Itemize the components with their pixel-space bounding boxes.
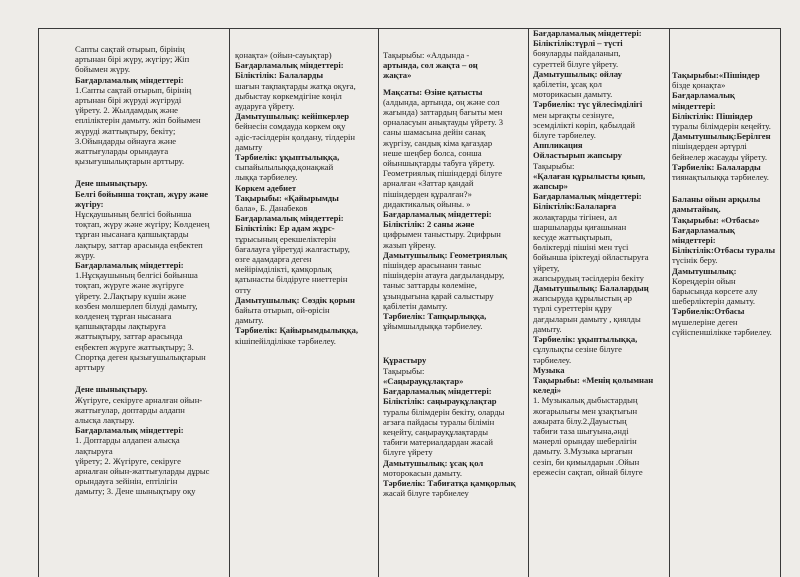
text-line: туралы білімдерін кеңейту. <box>672 121 771 132</box>
text-line: 1.Нұсқаушының белгісі бойынша <box>75 270 198 281</box>
text-line: ережесін сақтап, ойнай білуге <box>533 466 643 477</box>
text-line: жапсырудың тәсілдерін бекіту <box>533 272 644 283</box>
text-line: бағалауға үйретуді жалғастыру, <box>235 243 350 254</box>
text-line: мүшелеріне деген <box>672 316 738 327</box>
text-line: Дамытушылық: Балалардың <box>533 283 649 294</box>
text-line: қонақта» (ойын-сауықтар) <box>235 50 332 60</box>
text-line: Біліктілік: 2 саны және <box>383 219 475 230</box>
text-line: ұзындығына қарай салыстыру <box>383 290 494 301</box>
text-line: «Саңырауқұлақтар» <box>383 375 464 386</box>
text-line: ұйымшылдыққа тәрбиелеу. <box>383 321 483 332</box>
text-line: мәнерлі орындау шеберлігін <box>533 436 637 447</box>
text-line: жүру. <box>75 249 96 260</box>
text-line: Біліктілік: Ер адам жұрс- <box>235 223 335 234</box>
text-line: таныс заттарды көлеміне, <box>383 280 477 291</box>
text-line: қатынасты білдіруге ниеттерін <box>235 274 348 285</box>
text-line: пішіндерден құралған?» <box>383 188 472 199</box>
text-line: тұрған нысанаға қапшықтарды <box>75 229 189 240</box>
text-line: арналған ойын-жаттығуларды дұрыс <box>75 465 210 476</box>
text-line: бала», Б. Данабеков <box>235 203 308 214</box>
text-line: неше шеңбер болса, сонша <box>383 147 482 158</box>
plan-column-2 <box>235 50 375 346</box>
text-line: ойыншықтарды табуға үйрету. <box>383 158 495 169</box>
text-line: табиғи материалдардан жасай <box>383 437 493 448</box>
text-line: дамыту. 3.Музыка ырғағын <box>533 446 633 457</box>
text-line: бейнесін сомдауда көркем оқу <box>235 121 346 132</box>
text-line: Жүгіруге, секіруге арналған ойын- <box>75 394 203 405</box>
column-divider <box>669 28 670 577</box>
text-line: қабілетін, ұсақ қол <box>533 79 602 90</box>
text-line: епліліктерін дамыту. жіп бойымен <box>75 115 201 126</box>
text-line: үйрету. 2.Лақтыру күшін және <box>75 290 187 301</box>
text-line: лақтыру, заттар арасында еңбектеп <box>75 239 203 250</box>
text-line: Дамытушылық: кейіпкерлер <box>235 111 350 122</box>
text-line: дамыту. <box>533 323 562 334</box>
text-line: дамытайық. <box>672 204 721 215</box>
text-line: бояуларды пайдаланып, <box>533 48 621 59</box>
text-line: арналған «Заттар қандай <box>383 178 474 189</box>
text-line: сүйіспеншілікке тәрбиелеу. <box>672 326 772 337</box>
text-line: Біліктілік:Балаларға <box>533 201 617 212</box>
text-line: Сапты сақтай отырып, бірінің <box>75 44 185 54</box>
text-line: шеберліктерін дамыту. <box>672 296 756 307</box>
text-line: отту <box>235 284 251 295</box>
text-line: үйрету; 2. Жүгіруге, секіруге <box>75 455 181 466</box>
text-line: міндеттері: <box>672 235 716 246</box>
text-line: эсемділікті көріп, қабылдай <box>533 119 635 130</box>
text-line: Бағдарламалық міндеттері: <box>383 386 492 397</box>
text-line: дидактикалық ойыны. » <box>383 198 471 209</box>
text-line: табиғи таза шығуына,әнді <box>533 425 629 436</box>
text-line: Біліктілік:Отбасы туралы <box>672 245 776 256</box>
text-line: Аппликация <box>533 140 583 151</box>
text-line: жасай білуге тәрбиелеу <box>383 488 469 499</box>
text-line: Тәрбиелік:Отбасы <box>672 306 745 317</box>
text-line: Тәрбиелік: Балаларды <box>672 161 761 172</box>
text-line: жазып үйрену. <box>383 239 436 250</box>
text-line: «Қалаған құрылысты қиып, <box>533 170 646 181</box>
text-line: Көркем әдебиет <box>235 182 297 193</box>
text-line: тиянақтылыққа тәрбиелеу. <box>672 172 769 183</box>
text-line: жапсыр» <box>533 181 568 192</box>
text-line: тәрбиелеу. <box>533 354 572 365</box>
text-line: Біліктілік: саңырауқұлақтар <box>383 396 497 407</box>
plan-column-4 <box>533 28 668 477</box>
text-line: Тақырыбы: «Отбасы» <box>672 214 760 225</box>
text-line: Бағдарламалық міндеттері: <box>235 60 344 71</box>
text-line: Бағдарламалық <box>672 90 735 101</box>
text-line: арттыру <box>75 362 105 373</box>
text-line: міндеттері: <box>672 100 716 111</box>
text-line: жақта» <box>383 70 412 81</box>
text-line: Тәрбиелік: ұқыптылыққа, <box>533 334 638 345</box>
text-line: моторикасын дамыту. <box>533 89 613 100</box>
plan-column-1 <box>75 44 223 497</box>
text-line: Дамытушылық: ойлау <box>533 68 622 79</box>
text-line: Тәрбиелік: ұқыптылыққа, <box>235 152 340 163</box>
text-line: тұрысының ерекшеліктерін <box>235 233 336 244</box>
text-line: пішіндерін атауға дағдыландыру, <box>383 270 505 281</box>
text-line: пішіндерден әртүрлі <box>672 141 747 152</box>
column-divider <box>38 28 39 577</box>
text-line: бізде қонақта» <box>672 80 726 91</box>
text-line: шаршыларды қиғашынан <box>533 221 627 232</box>
text-line: Ойластырып жапсыру <box>533 150 622 161</box>
text-line: бойымен жүру. <box>75 64 131 75</box>
text-line: Бағдарламалық міндеттері: <box>75 425 184 436</box>
text-line: алысқа лақтыру. <box>75 414 135 425</box>
text-line: Біліктілік: Пішіндер <box>672 110 753 121</box>
text-line: қызығушылықтарын арттыру. <box>75 156 185 167</box>
text-line: мен ырғақты сезінуге, <box>533 109 615 120</box>
text-line: жаттығулар, доптарды алдапн <box>75 404 185 415</box>
text-line: Бағдарламалық міндеттері: <box>75 74 184 85</box>
text-line: тоқтап, жүруге және жүгіруге <box>75 280 184 291</box>
text-line: артынан бірі жүруді жүгіруді <box>75 95 182 106</box>
text-line: 1. Музыкалық дыбыстардың <box>533 395 638 406</box>
text-line: еңбектеп жүруге жаттықтыру; 3. <box>75 341 194 352</box>
text-line: жүргізу, сандық кіма қағаздар <box>383 137 493 148</box>
text-line: Тақырыбы: «Қайырымды <box>235 192 339 203</box>
column-divider <box>378 28 379 577</box>
plan-column-3 <box>383 50 525 498</box>
text-line: жапсыруда құрылыстың әр <box>533 293 632 304</box>
text-line: кішіпейілділікке тәрбиелеу. <box>235 335 336 346</box>
spacer <box>383 331 525 343</box>
text-line: туралы білімдерін бекіту, оларды <box>383 406 505 417</box>
text-line: 1. Доптарды алдапен алысқа <box>75 435 180 446</box>
text-line: дағдыларын дамыту , қиялды <box>533 313 641 324</box>
text-line: сыпайылылыққа,қонақжай <box>235 162 334 173</box>
spacer <box>672 182 782 194</box>
text-line: пішіндер арасынанн таныс <box>383 260 482 271</box>
text-line: Біліктілік: Балаларды <box>235 70 324 81</box>
text-line: жүруді жаттықтыру, бекіту; <box>75 125 176 136</box>
text-line: дамыту. <box>235 315 264 326</box>
text-line: байыта отырып, ой-өрісін <box>235 305 330 316</box>
text-line: үйрету. 2. Жылдамдық және <box>75 105 178 116</box>
text-line: Көреңдерін ойын <box>672 275 736 286</box>
text-line: сезіп, би қимылдарын .Ойын <box>533 456 640 467</box>
text-line: лыққа тәрбиелеу. <box>235 172 298 183</box>
text-line: суреттей білуге үйрету. <box>533 58 619 69</box>
text-line: артынан бірі жүру, жүгіру; Жіп <box>75 54 190 65</box>
text-line: бөліктерді пішіні мен түсі <box>533 242 629 253</box>
text-line: қабілетін дамыту. <box>383 300 448 311</box>
text-line: Бағдарламалық міндеттері: <box>533 28 642 38</box>
text-line: орналасуын анықтауды үйрету. 3 <box>383 117 504 128</box>
text-line: барысында көрсете алу <box>672 286 758 297</box>
text-line: жағында) заттардың бағыты мен <box>383 107 503 118</box>
text-line: келеді» <box>533 385 562 396</box>
text-line: Геометриялық пішіндерді білуге <box>383 168 503 179</box>
text-line: жолақтарды тігінен, ал <box>533 211 617 222</box>
text-line: Тақырыбы: «Менің қолымнан <box>533 374 654 385</box>
text-line: көлденең тұрған нысанаға <box>75 311 172 322</box>
text-line: моторокасын дамыту. <box>383 467 462 478</box>
text-line: көзбен мөлшерлеп білуді дамыту, <box>75 300 198 311</box>
text-line: Тақырыбы: <box>383 365 425 376</box>
text-line: білуге үйрету <box>383 447 433 458</box>
text-line: цифрымен таныстыру. 2цифрын <box>383 229 501 240</box>
text-line: Бағдарламалық міндеттері: <box>75 260 184 271</box>
column-divider <box>229 28 230 577</box>
text-line: жаттықтыру, заттар арасында <box>75 331 183 342</box>
text-line: білуге тәрбиелеу. <box>533 130 596 141</box>
text-line: Дамытушылық: ұсақ қол <box>383 457 484 468</box>
text-line: ажырата білу.2.Дауыстың <box>533 415 627 426</box>
text-line: Бағдарламалық міндеттері: <box>533 191 642 202</box>
text-line: артында, сол жақта – оң <box>383 60 478 71</box>
text-line: Дамытушылық: Геометриялық <box>383 249 508 260</box>
text-line: сұлулықты сезіне білуге <box>533 344 622 355</box>
text-line: кеңейту, саңырауқұлақтарды <box>383 426 488 437</box>
text-line: (алдында, артында, оң және сол <box>383 96 500 107</box>
text-line: Белгі бойынша тоқтап, жүру және <box>75 188 209 199</box>
text-line: бейнелер жасауды үйрету. <box>672 151 767 162</box>
text-line: Нұсқаушының белгісі бойынша <box>75 209 192 220</box>
text-line: кесуде жаттықтырып, <box>533 232 613 243</box>
text-line: Тәрбиелік: Тапқырлыққа, <box>383 311 487 322</box>
text-line: жоғарылығы мен ұзақтығын <box>533 405 638 416</box>
text-line: Дене шынықтыру. <box>75 178 148 189</box>
text-line: 3.Ойындарды ойнауға және <box>75 135 177 146</box>
text-line: Тәрбиелік: түс үйлесімділігі <box>533 99 643 110</box>
text-line: тоқтап, жүру және жүгіру; Көлденең <box>75 219 210 230</box>
text-line: Тақырыбы: «Алдында - <box>383 50 470 60</box>
spacer <box>383 343 525 355</box>
text-line: жаттығуларды орындауға <box>75 146 169 157</box>
text-line: Баланы ойын арқылы <box>672 194 761 205</box>
text-line: Тәрбиелік: Табиғатқа қамқорлық <box>383 477 516 488</box>
text-line: Тақырыбы:«Пішіндер <box>672 70 760 80</box>
text-line: үйрету, <box>533 262 560 273</box>
text-line: Спортқа деген қызығушылықтарын <box>75 351 206 362</box>
text-line: ағзаға пайдасы туралы білімін <box>383 416 495 427</box>
text-line: аударуға үйрету. <box>235 101 295 112</box>
text-line: Біліктілік:түрлі – түсті <box>533 38 623 49</box>
text-line: Тәрбиелік: Қайырымдылыққа, <box>235 325 359 336</box>
text-line: мейірімділікті, қамқорлық <box>235 264 332 275</box>
text-line: шағын тақпақтарды жатқа оқуға, <box>235 80 356 91</box>
text-line: 1.Сапты сақтай отырып, бірінің <box>75 84 192 95</box>
plan-column-5 <box>672 70 782 337</box>
text-line: дамыту <box>235 141 263 152</box>
text-line: дыбыстау көркемдігіне көңіл <box>235 90 342 101</box>
text-line: Дамытушылық:Берілген <box>672 131 771 142</box>
text-line: саны шамасына дейін санақ <box>383 127 486 138</box>
column-divider <box>528 28 529 577</box>
text-line: лақтыруға <box>75 445 113 456</box>
text-line: Бағдарламалық міндеттері: <box>383 209 492 220</box>
text-line: түрлі суреттерін құру <box>533 303 612 314</box>
spacer <box>75 166 223 178</box>
text-line: Мақсаты: Өзіне қатысты <box>383 86 483 97</box>
text-line: Құрастыру <box>383 355 427 366</box>
text-line: Бағдарламалық міндеттері: <box>235 213 344 224</box>
spacer <box>75 372 223 384</box>
text-line: орындауға зейінін, ептілігін <box>75 476 178 487</box>
text-line: Тақырыбы: <box>533 160 575 171</box>
text-line: Дамытушылық: Сөздік қорын <box>235 294 355 305</box>
text-line: Дамытушылық: <box>672 265 737 276</box>
text-line: Бағдарламалық <box>672 224 735 235</box>
text-line: өзге адамдарға деген <box>235 254 312 265</box>
text-line: жүгіру: <box>75 198 104 209</box>
text-line: әдіс-тәсілдерін қолдану, тілдерін <box>235 131 355 142</box>
text-line: Дене шынықтыру. <box>75 384 148 395</box>
text-line: дамыту; 3. Дене шынықтыру оқу <box>75 486 196 497</box>
text-line: бойынша іріктеуді ойластыруға <box>533 252 649 263</box>
text-line: түсінік беру. <box>672 255 718 266</box>
text-line: қапшықтарды лақтыруға <box>75 321 166 332</box>
text-line: Музыка <box>533 364 565 375</box>
